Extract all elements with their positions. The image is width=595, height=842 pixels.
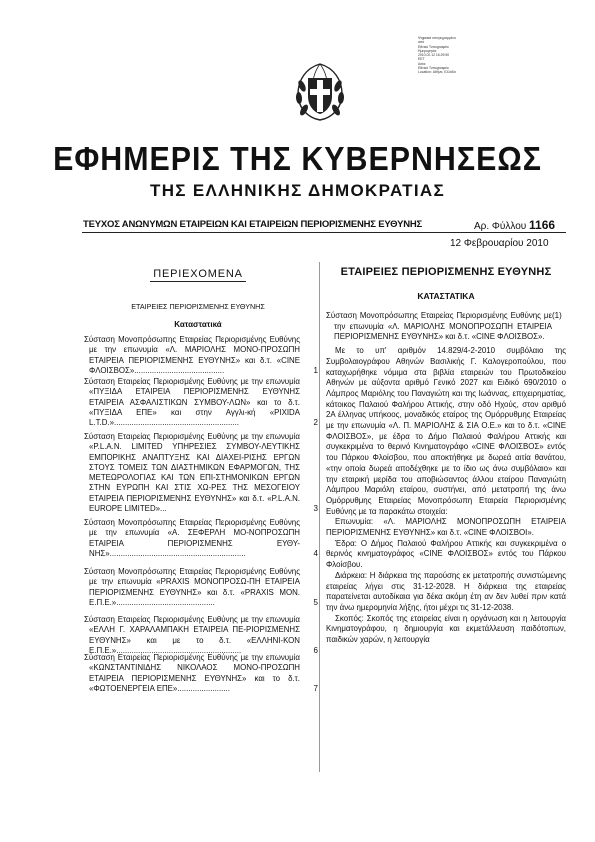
toc-item-text: Σύσταση Μονοπρόσωπης Εταιρείας Περιορισμένης Ευθύνης με την επωνυμία «PRAXIS ΜΟΝΟΠΡΟΣΩ-ΠΗ ΕΤΑΙΡΕΙΑ ΠΕΡΙΟΡΙΣΜΕΝΗΣ ΕΥΘΥΝΗΣ» και δ.τ. «PRAXIS MON. Ε.Π.Ε.»............................................. (84, 567, 300, 607)
toc-item-text: Σύσταση Μονοπρόσωπης Εταιρείας Περιορισμένης Ευθύνης με την επωνυμία «Λ. ΜΑΡΙΟΛΗΣ ΜΟΝΟ-ΠΡΟΣΩΠΗ ΕΤΑΙΡΕΙΑ ΠΕΡΙΟΡΙΣΜΕΝΗΣ ΕΥΘΥΝΗΣ» και δ.τ. «CINE ΦΛΟΙΣΒΟΣ»......................................... (84, 335, 300, 375)
stamp-line: 2010.02.12 16:29:50 (418, 53, 450, 58)
article-paragraph: Σύσταση Μονοπρόσωπης Εταιρείας Περιορισμένης Ευθύνης με την επωνυμία «Λ. ΜΑΡΙΟΛΗΣ ΜΟΝΟΠΡΟΣΩΠΗ ΕΤΑΙΡΕΙΑ ΠΕΡΙΟΡΙΣΜΕΝΗΣ ΕΥΘΥΝΗΣ» και δ.τ. «CINE ΦΛΟΙΣΒΟΣ». (326, 311, 552, 342)
stamp-line: Ψηφιακά υπογεγραμμένο (418, 36, 457, 40)
main-section-heading: ΕΤΑΙΡΕΙΕΣ ΠΕΡΙΟΡΙΣΜΕΝΗΣ ΕΥΘΥΝΗΣ (340, 266, 552, 278)
toc-item[interactable] (84, 432, 318, 514)
stamp-line: Αιτία: (418, 61, 427, 66)
header-rule (82, 232, 566, 233)
article-paragraph: Διάρκεια: Η διάρκεια της παρούσης εκ μετατροπής συνιστώμενης εταιρείας λήγει στις 31-12-2028. Η διάρκεια της εταιρείας παρατείνεται αυτοδίκαια για δέκα ακόμη έτη αν δεν λυθεί πριν κατά την άνω ημερομηνία λήξης, ήτοι μέχρι τις 31-12-2038. (326, 570, 566, 612)
stamp-line: από (418, 40, 425, 45)
stamp-line: Location: Αθήνα, Ελλάδα (418, 70, 456, 75)
issue-date: 12 Φεβρουαρίου 2010 (450, 238, 549, 249)
gazette-subtitle: ΤΗΣ ΕΛΛΗΝΙΚΗΣ ΔΗΜΟΚΡΑΤΙΑΣ (150, 181, 445, 200)
issue-type: ΤΕΥΧΟΣ ΑΝΩΝΥΜΩΝ ΕΤΑΙΡΕΙΩΝ ΚΑΙ ΕΤΑΙΡΕΙΩΝ ΠΕΡΙΟΡΙΣΜΕΝΗΣ ΕΥΘΥΝΗΣ (83, 219, 423, 230)
toc-item[interactable] (84, 335, 318, 376)
toc-item[interactable] (84, 377, 318, 428)
stamp-line: Εθνικό Τυπογραφείο (418, 66, 449, 71)
stamp-line: Εθνικό Τυπογραφείο (418, 44, 449, 49)
stamp-line: EET (418, 57, 425, 62)
toc-heading: ΠΕΡΙΕΧΟΜΕΝΑ (153, 268, 243, 280)
toc-item-text: Σύσταση Εταιρείας Περιορισμένης Ευθύνης με την επωνυμία «ΠΥΞΙΔΑ ΕΤΑΙΡΕΙΑ ΠΕΡΙΟΡΙΣΜΕΝΗΣ ΕΥΘΥΝΗΣ ΕΤΑΙΡΕΙΑ ΑΣΦΑΛΙΣΤΙΚΩΝ ΣΥΜΒΟΥ-ΛΩΝ» και το δ.τ. «ΠΥΞΙΔΑ ΕΠΕ» και στην Αγγλι-κή «PIXIDA L.T.D.»......................................................... (84, 377, 300, 428)
article-paragraph: Σκοπός: Σκοπός της εταιρείας είναι η οργάνωση και η λειτουργία Κινηματογράφου, η δημιουργία και εκμετάλλευση παιδότοπων, παιδικών χαρών, η λειτουργία (326, 613, 566, 645)
sheet-label: Αρ. Φύλλου (474, 221, 527, 232)
stamp-line: Ημερομηνία: (418, 48, 437, 53)
toc-item[interactable] (84, 653, 318, 694)
main-subsection-heading: ΚΑΤΑΣΤΑΤΙΚΑ (417, 291, 475, 301)
toc-item[interactable] (84, 518, 318, 559)
gazette-title: ΕΦΗΜΕΡΙΣ ΤΗΣ ΚΥΒΕΡΝΗΣΕΩΣ (53, 140, 542, 177)
toc-item[interactable] (84, 567, 318, 608)
toc-subsection-title: Καταστατικά (174, 320, 222, 329)
toc-item-page: 1 (313, 365, 318, 375)
toc-item-page: 7 (313, 683, 318, 693)
main-article-body (326, 311, 566, 646)
sheet-number (474, 218, 555, 232)
toc-item-page: 2 (313, 418, 318, 428)
toc-item-text: Σύσταση Εταιρείας Περιορισμένης Ευθύνης με την επωνυμία «ΚΩΝΣΤΑΝΤΙΝΙΔΗΣ ΝΙΚΟΛΑΟΣ ΜΟΝΟ-ΠΡΟΣΩΠΗ ΕΤΑΙΡΕΙΑ ΠΕΡΙΟΡΙΣΜΕΝΗΣ ΕΥΘΥΝΗΣ» και το δ.τ. «ΦΩΤΟΕΝΕΡΓΕΙΑ ΕΠΕ»........................ (84, 653, 300, 693)
toc-item-text: Σύσταση Εταιρείας Περιορισμένης Ευθύνης με την επωνυμία «ΕΛΛΗ Γ. ΧΑΡΑΛΑΜΠΑΚΗ ΕΤΑΙΡΕΙΑ ΠΕ-ΡΙΟΡΙΣΜΕΝΗΣ ΕΥΘΥΝΗΣ» και με το δ.τ. «ΕΛΛΗΝΙ-ΚΟΝ Ε.Π.Ε.»......................................................... (84, 615, 300, 655)
digital-signature-stamp (418, 36, 488, 75)
toc-item-page: 6 (313, 645, 318, 655)
sheet-number-value: 1166 (529, 218, 556, 232)
column-divider (319, 262, 320, 772)
toc-item-text: Σύσταση Εταιρείας Περιορισμένης Ευθύνης με την επωνυμία «P.L.A.N. LIMITED ΥΠΗΡΕΣΙΕΣ ΣΥΜΒΟΥ-ΛΕΥΤΙΚΗΣ ΕΜΠΟΡΙΚΗΣ ΑΝΑΠΤΥΞΗΣ ΚΑΙ ΔΙΑΧΕΙ-ΡΙΣΗΣ ΕΡΓΩΝ ΣΤΟΥΣ ΤΟΜΕΙΣ ΤΩΝ ΔΙΑΣΤΗΜΙΚΩΝ ΕΦΑΡΜΟΓΩΝ, ΤΗΣ ΜΕΤΕΩΡΟΛΟΓΙΑΣ ΚΑΙ ΤΩΝ ΕΠΙ-ΣΤΗΜΟΝΙΚΩΝ ΕΡΓΩΝ ΣΤΗΝ ΕΥΡΩΠΗ ΚΑΙ ΣΤΙΣ ΧΩ-ΡΕΣ ΤΗΣ ΜΕΣΟΓΕΙΟΥ ΕΤΑΙΡΕΙΑ ΠΕΡΙΟΡΙΣΜΕΝΗΣ ΕΥΘΥΝΗΣ» και δ.τ. «P.L.A.N. EUROPE LIMITED»... (84, 432, 300, 514)
item-number: (1) (552, 311, 562, 320)
article-paragraph: Έδρα: Ο Δήμος Παλαιού Φαλήρου Αττικής και συγκεκριμένα ο θερινός κινηματογράφος «CINE ΦΛΟΙΣΒΟΣ» εντός του Πάρκου Φλοίσβου. (326, 538, 566, 570)
toc-item-text: Σύσταση Μονοπρόσωπης Εταιρείας Περιορισμένης Ευθύνης με την επωνυμία «Α. ΣΕΦΕΡΛΗ ΜΟ-ΝΟΠΡΟΣΩΠΗ ΕΤΑΙΡΕΙΑ ΠΕΡΙΟΡΙΣΜΕΝΗΣ ΕΥΘΥ-ΝΗΣ».............................................................. (84, 518, 300, 558)
toc-item[interactable] (84, 615, 318, 656)
toc-item-page: 4 (313, 548, 318, 558)
toc-item-page: 3 (313, 504, 318, 514)
article-paragraph: Επωνυμία: «Λ. ΜΑΡΙΟΛΗΣ ΜΟΝΟΠΡΟΣΩΠΗ ΕΤΑΙΡΕΙΑ ΠΕΡΙΟΡΙΣΜΕΝΗΣ ΕΥΘΥΝΗΣ» και δ.τ. «CINE ΦΛΟΙΣΒΟΙ». (326, 517, 566, 538)
toc-heading-underline (150, 281, 246, 282)
greek-coat-of-arms-icon (286, 58, 354, 126)
toc-section-title: ΕΤΑΙΡΕΙΕΣ ΠΕΡΙΟΡΙΣΜΕΝΗΣ ΕΥΘΥΝΗΣ (131, 302, 265, 311)
toc-item-page: 5 (313, 597, 318, 607)
article-paragraph: Με το υπ' αριθμόν 14.829/4-2-2010 συμβόλαιο της Συμβολαιογράφου Αθηνών Βασιλικής Γ. Καλογεροπούλου, που καταχωρήθηκε νόμιμα στα βιβλία εταιρειών του Πρωτοδικείου Αθηνών με αύξοντα αριθμό Γενικό 2027 και Ειδικό 690/2010 ο Λάμπρος Μαριόλης του Παναγιώτη και της Ιωάννας, επιχειρηματίας, κάτοικος Παλαιού Φαλήρου Αττικής, στην οδό Ηχούς, στον αριθμό 2Α έλληνας υπήκοος, μοναδικός εταίρος της Ομόρρυθμης Εταιρείας με την επωνυμία «Λ. Π. ΜΑΡΙΟΛΗΣ & ΣΙΑ Ο.Ε.» και το δ.τ. «CINE ΦΛΟΙΣΒΟΣ», με έδρα το Δήμο Παλαιού Φαλήρου Αττικής και συγκεκριμένα το θερινό Κινηματογράφο «CINE ΦΛΟΙΣΒΟΣ» εντός του Πάρκου Φλοίσβου, που αποκτήθηκε με δωρεά αιτία θανάτου, «την οποία δωρεά αποδέχθηκε με το ίδιο ως άνω συμβόλαιο» και την εταιρική μερίδα του αποβιώσαντος άλλου εταίρου Παναγιώτη Λάμπρου Μαριόλη εταίρου, συστήνει, από μετατροπή της άνω Ομόρρυθμης Εταιρείας Μονοπρόσωπη Εταιρεία Περιορισμένης Ευθύνης με τα παρακάτω στοιχεία: (326, 346, 566, 516)
